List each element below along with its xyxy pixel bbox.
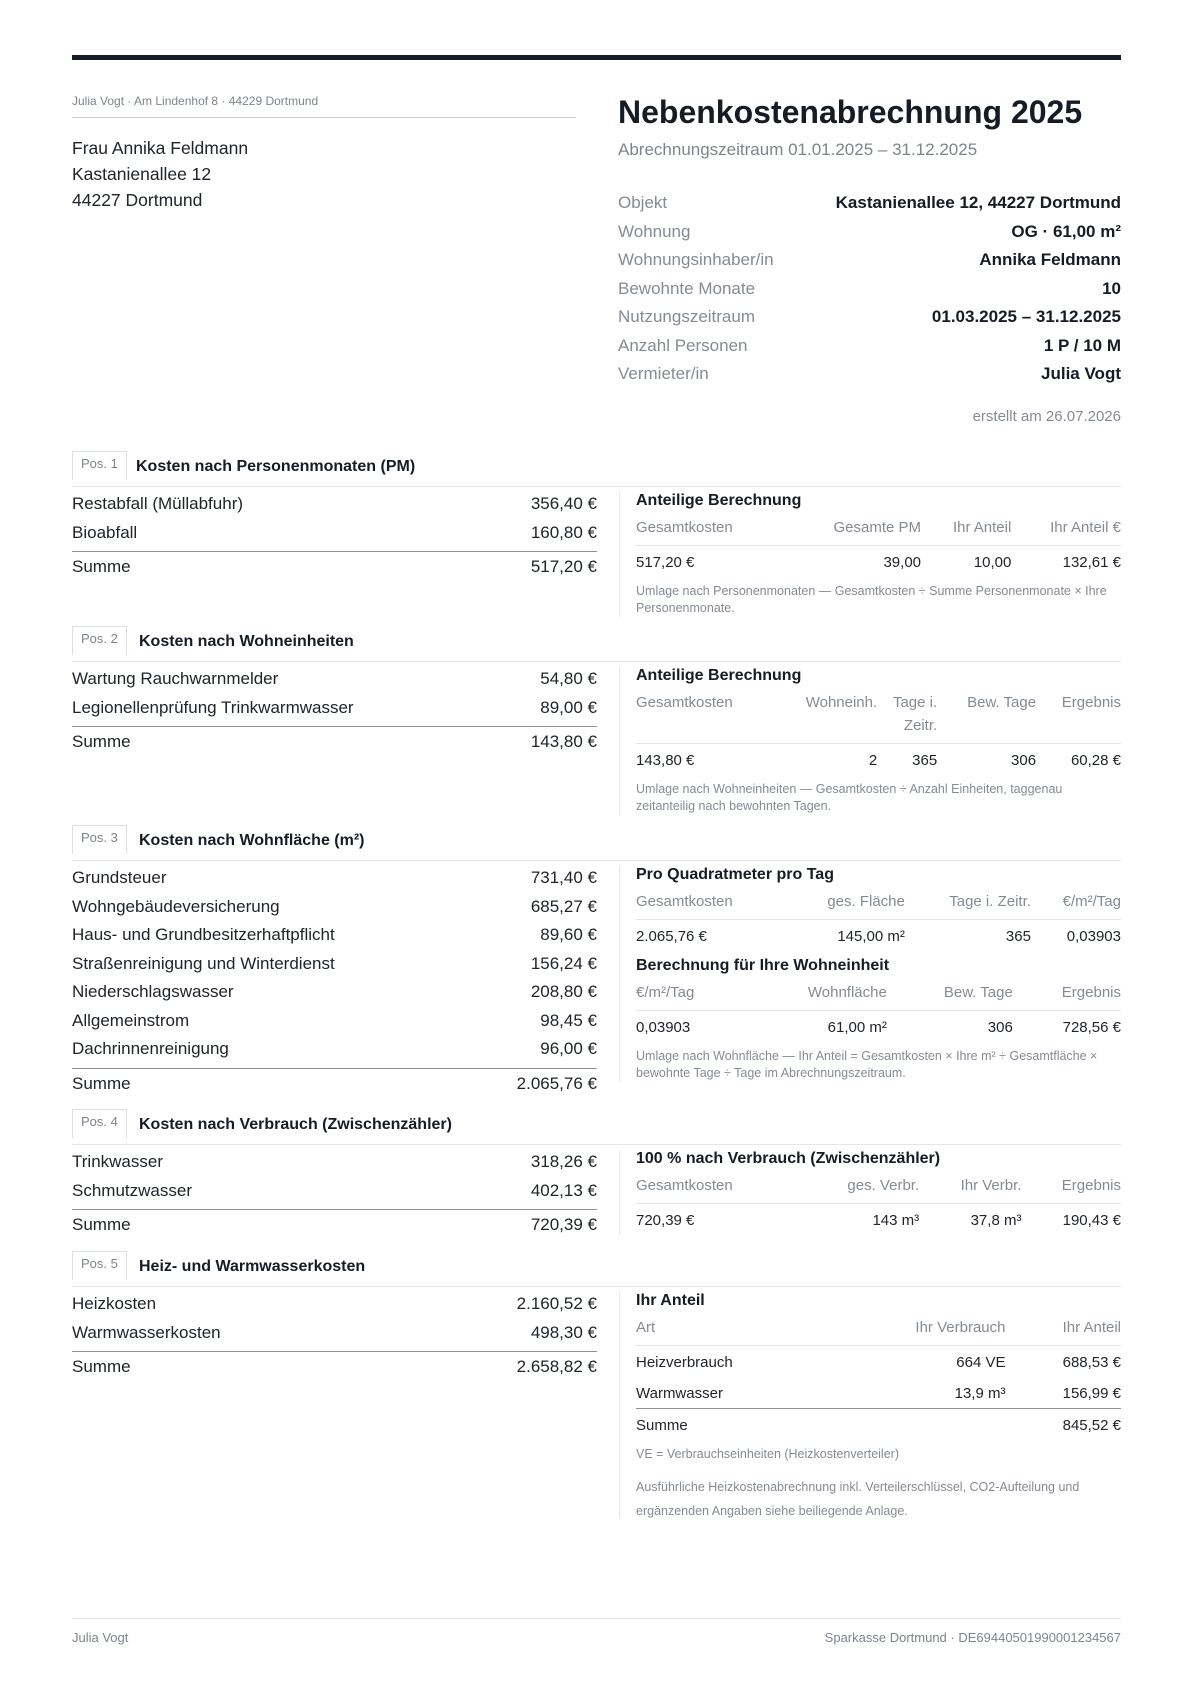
period-subtitle: Abrechnungszeitraum 01.01.2025 – 31.12.2025 [618,140,978,159]
td: 145,00 m² [785,920,905,952]
cost-value: 89,00 € [540,697,597,717]
meta-key: Objekt [618,193,668,212]
cost-item [72,1294,597,1323]
sum-value: 2.065,76 € [516,1073,597,1093]
pos-badge: Pos. 4 [72,1109,127,1138]
sum-row [72,1068,597,1094]
meta-key: Vermieter/in [618,364,709,383]
calc-table [636,1174,1121,1235]
recipient-street: Kastanienallee 12 [72,164,212,184]
cost-label: Legionellenprüfung Trinkwarmwasser [72,697,354,717]
td: 2.065,76 € [636,920,785,952]
pos-badge: Pos. 2 [72,626,127,655]
td: Summe [636,1409,827,1441]
th: Ihr Anteil [952,519,1012,536]
td: 688,53 € [1005,1346,1121,1378]
calc-title: 100 % nach Verbrauch (Zwischenzähler) [636,1150,941,1167]
meta-value: Kastanienallee 12, 44227 Dortmund [835,193,1121,212]
th: Ihr Anteil € [1050,519,1121,536]
meta-value: OG · 61,00 m² [1011,221,1121,241]
th: Ihr Anteil [1062,1319,1121,1336]
th: €/m²/Tag [636,984,695,1001]
cost-item [72,1323,597,1352]
th: Ergebnis [1061,694,1121,711]
td: Heizverbrauch [636,1346,827,1378]
cost-label: Trinkwasser [72,1152,163,1171]
pos-badge: Pos. 5 [72,1251,127,1280]
footer-rule [72,1618,1121,1619]
td: 190,43 € [1021,1204,1121,1236]
td: 143,80 € [636,744,775,776]
td: 37,8 m³ [919,1204,1021,1236]
sum-value: 143,80 € [530,732,597,751]
th: Ihr Verbr. [960,1177,1022,1194]
calc-box-pos4 [619,1150,1121,1235]
td: 0,03903 [636,1011,743,1043]
meta-row [618,364,1121,393]
td: 365 [877,744,937,776]
page-title: Nebenkostenabrechnung 2025 [618,94,1083,130]
cost-value: 54,80 € [540,669,597,688]
section-header-pos1 [72,451,1121,487]
pos-badge: Pos. 1 [72,451,127,480]
cost-value: 402,13 € [530,1180,597,1200]
cost-items-pos5 [72,1294,597,1377]
sum-row [72,726,597,752]
calc-title: Anteilige Berechnung [636,492,802,509]
meta-value: 10 [1102,278,1121,298]
td: Warmwasser [636,1385,723,1402]
calc-title: Ihr Anteil [636,1292,705,1309]
section-title: Heiz- und Warmwasserkosten [139,1258,366,1275]
meta-table [618,193,1121,393]
th: Gesamtkosten [636,519,733,536]
cost-value: 96,00 € [540,1039,597,1058]
th: Ihr Verbrauch [915,1319,1006,1336]
cost-value: 208,80 € [530,982,597,1001]
calc-note: Ausführliche Heizkostenabrechnung inkl. Verteilerschlüssel, CO2-Aufteilung und ergänzenden Angaben siehe beiliegende Anlage. [636,1480,1080,1518]
th: Art [636,1319,656,1336]
cost-label: Niederschlagswasser [72,982,234,1001]
td: 306 [887,1011,1013,1043]
sum-row [72,1351,597,1377]
meta-value: 01.03.2025 – 31.12.2025 [931,307,1121,326]
th: Bew. Tage [967,694,1037,711]
th: Wohnfläche [807,984,887,1001]
td: 61,00 m² [743,1011,887,1043]
sum-value: 2.658,82 € [516,1357,597,1376]
calc-table [636,691,1121,775]
th: Bew. Tage [943,984,1013,1001]
cost-value: 98,45 € [540,1010,597,1030]
td: 10,00 [921,546,1011,578]
calc-box-pos2 [619,667,1121,815]
calc-table [636,516,1121,577]
cost-label: Dachrinnenreinigung [72,1039,229,1058]
td: 728,56 € [1013,1011,1121,1043]
section-header-pos2 [72,626,1121,662]
td: 517,20 € [636,546,786,578]
meta-row [618,222,1121,251]
cost-item [72,1011,597,1040]
cost-item [72,669,597,698]
th: Gesamte PM [833,519,922,536]
meta-row [618,193,1121,222]
meta-value: Annika Feldmann [979,250,1121,269]
sum-row [72,1209,597,1235]
cost-value: 2.160,52 € [516,1294,597,1313]
section-header-pos5 [72,1251,1121,1287]
meta-key: Nutzungszeitraum [618,307,756,326]
th: Gesamtkosten [636,1177,733,1194]
td: 143 m³ [799,1204,920,1236]
cost-item [72,1039,597,1068]
cost-label: Heizkosten [72,1294,157,1313]
calc-table [636,1316,1121,1440]
cost-item [72,925,597,954]
section-title: Kosten nach Verbrauch (Zwischenzähler) [139,1116,452,1133]
cost-label: Bioabfall [72,522,138,542]
td: 2 [775,744,877,776]
td: 132,61 € [1011,546,1121,578]
calc-note: Umlage nach Wohneinheiten — Gesamtkosten ÷ Anzahl Einheiten, taggenau zeitanteilig nach bewohnten Tagen. [636,782,1063,813]
section-title: Kosten nach Wohnfläche (m²) [139,832,365,849]
meta-row [618,307,1121,336]
pos-badge: Pos. 3 [72,825,127,854]
cost-items-pos2 [72,669,597,752]
sender-line: Julia Vogt · Am Lindenhof 8 · 44229 Dortmund [72,94,576,118]
cost-items-pos1 [72,494,597,577]
cost-value: 498,30 € [530,1322,597,1342]
cost-item [72,868,597,897]
calc-title: Anteilige Berechnung [636,667,802,684]
th: ges. Verbr. [847,1177,920,1194]
cost-item [72,982,597,1011]
meta-value: Julia Vogt [1041,364,1121,383]
calc-note: Umlage nach Personenmonaten — Gesamtkosten ÷ Summe Personenmonate × Ihre Personenmonate. [636,584,1107,615]
meta-value: 1 P / 10 M [1043,335,1121,355]
th: Gesamtkosten [636,893,733,910]
cost-item [72,954,597,983]
cost-label: Haus- und Grundbesitzerhaftpflicht [72,925,335,944]
footer-bank: Sparkasse Dortmund · DE69440501990001234567 [824,1630,1121,1645]
section-header-pos3 [72,825,1121,861]
calc-note: Umlage nach Wohnfläche — Ihr Anteil = Gesamtkosten × Ihre m² ÷ Gesamtfläche × bewohnte Tage ÷ Tage im Abrechnungszeitraum. [636,1049,1098,1080]
sum-value: 720,39 € [530,1215,597,1234]
meta-key: Bewohnte Monate [618,278,756,298]
td: 60,28 € [1036,744,1121,776]
cost-label: Grundsteuer [72,868,167,887]
td: 365 [905,920,1031,952]
td: 156,99 € [1062,1385,1121,1402]
td [827,1409,1005,1441]
meta-row [618,336,1121,365]
cost-value: 685,27 € [530,896,597,916]
calc-table [636,981,1121,1042]
sum-label: Summe [72,557,131,576]
cost-item [72,494,597,523]
cost-value: 156,24 € [530,953,597,973]
th: Gesamtkosten [636,694,733,711]
meta-key: Wohnung [618,221,691,241]
meta-key: Anzahl Personen [618,335,748,355]
created-date: erstellt am 26.07.2026 [972,408,1121,425]
cost-item [72,1152,597,1181]
cost-value: 160,80 € [530,522,597,542]
recipient-address [72,135,248,213]
td: 720,39 € [636,1204,799,1236]
th: Tage i. Zeitr. [892,694,938,734]
td: 13,9 m³ [954,1385,1006,1402]
calc-note: VE = Verbrauchseinheiten (Heizkostenverteiler) [636,1447,899,1461]
sum-value: 517,20 € [530,557,597,576]
calc-title: Berechnung für Ihre Wohneinheit [636,957,890,974]
cost-items-pos4 [72,1152,597,1235]
recipient-city: 44227 Dortmund [72,190,203,210]
section-header-pos4 [72,1109,1121,1145]
footer-name: Julia Vogt [72,1630,129,1645]
section-title: Kosten nach Personenmonaten (PM) [136,458,416,475]
td: 39,00 [786,546,921,578]
sum-label: Summe [72,1215,131,1234]
th: Tage i. Zeitr. [949,893,1031,910]
td: 845,52 € [1005,1409,1121,1441]
sum-label: Summe [72,732,131,751]
th: ges. Fläche [827,893,905,910]
cost-value: 89,60 € [540,925,597,944]
sum-label: Summe [72,1073,131,1093]
cost-label: Straßenreinigung und Winterdienst [72,953,335,973]
calc-title: Pro Quadratmeter pro Tag [636,866,834,883]
td: 306 [937,744,1036,776]
th: Ergebnis [1061,984,1121,1001]
meta-row [618,279,1121,308]
cost-value: 318,26 € [530,1152,597,1171]
top-rule [72,55,1121,60]
cost-value: 731,40 € [530,868,597,887]
calc-box-pos3 [619,866,1121,1082]
cost-item [72,897,597,926]
cost-label: Allgemeinstrom [72,1010,190,1030]
sum-label: Summe [72,1357,131,1376]
td: 0,03903 [1031,920,1121,952]
cost-item [72,698,597,727]
cost-item [72,523,597,552]
calc-table [636,890,1121,951]
section-title: Kosten nach Wohneinheiten [139,633,354,650]
sum-row [72,551,597,577]
cost-label: Warmwasserkosten [72,1322,221,1342]
th: €/m²/Tag [1062,893,1121,910]
calc-box-pos1 [619,492,1121,617]
recipient-name: Frau Annika Feldmann [72,138,249,158]
meta-key: Wohnungsinhaber/in [618,250,774,269]
calc-box-pos5 [619,1292,1121,1518]
cost-value: 356,40 € [530,494,597,513]
cost-item [72,1181,597,1210]
meta-row [618,250,1121,279]
cost-items-pos3 [72,868,597,1094]
th: Wohneinh. [805,694,878,711]
cost-label: Schmutzwasser [72,1180,192,1200]
td: 664 VE [827,1346,1005,1378]
cost-label: Restabfall (Müllabfuhr) [72,494,244,513]
th: Ergebnis [1061,1177,1121,1194]
cost-label: Wohngebäudeversicherung [72,896,280,916]
cost-label: Wartung Rauchwarnmelder [72,669,279,688]
